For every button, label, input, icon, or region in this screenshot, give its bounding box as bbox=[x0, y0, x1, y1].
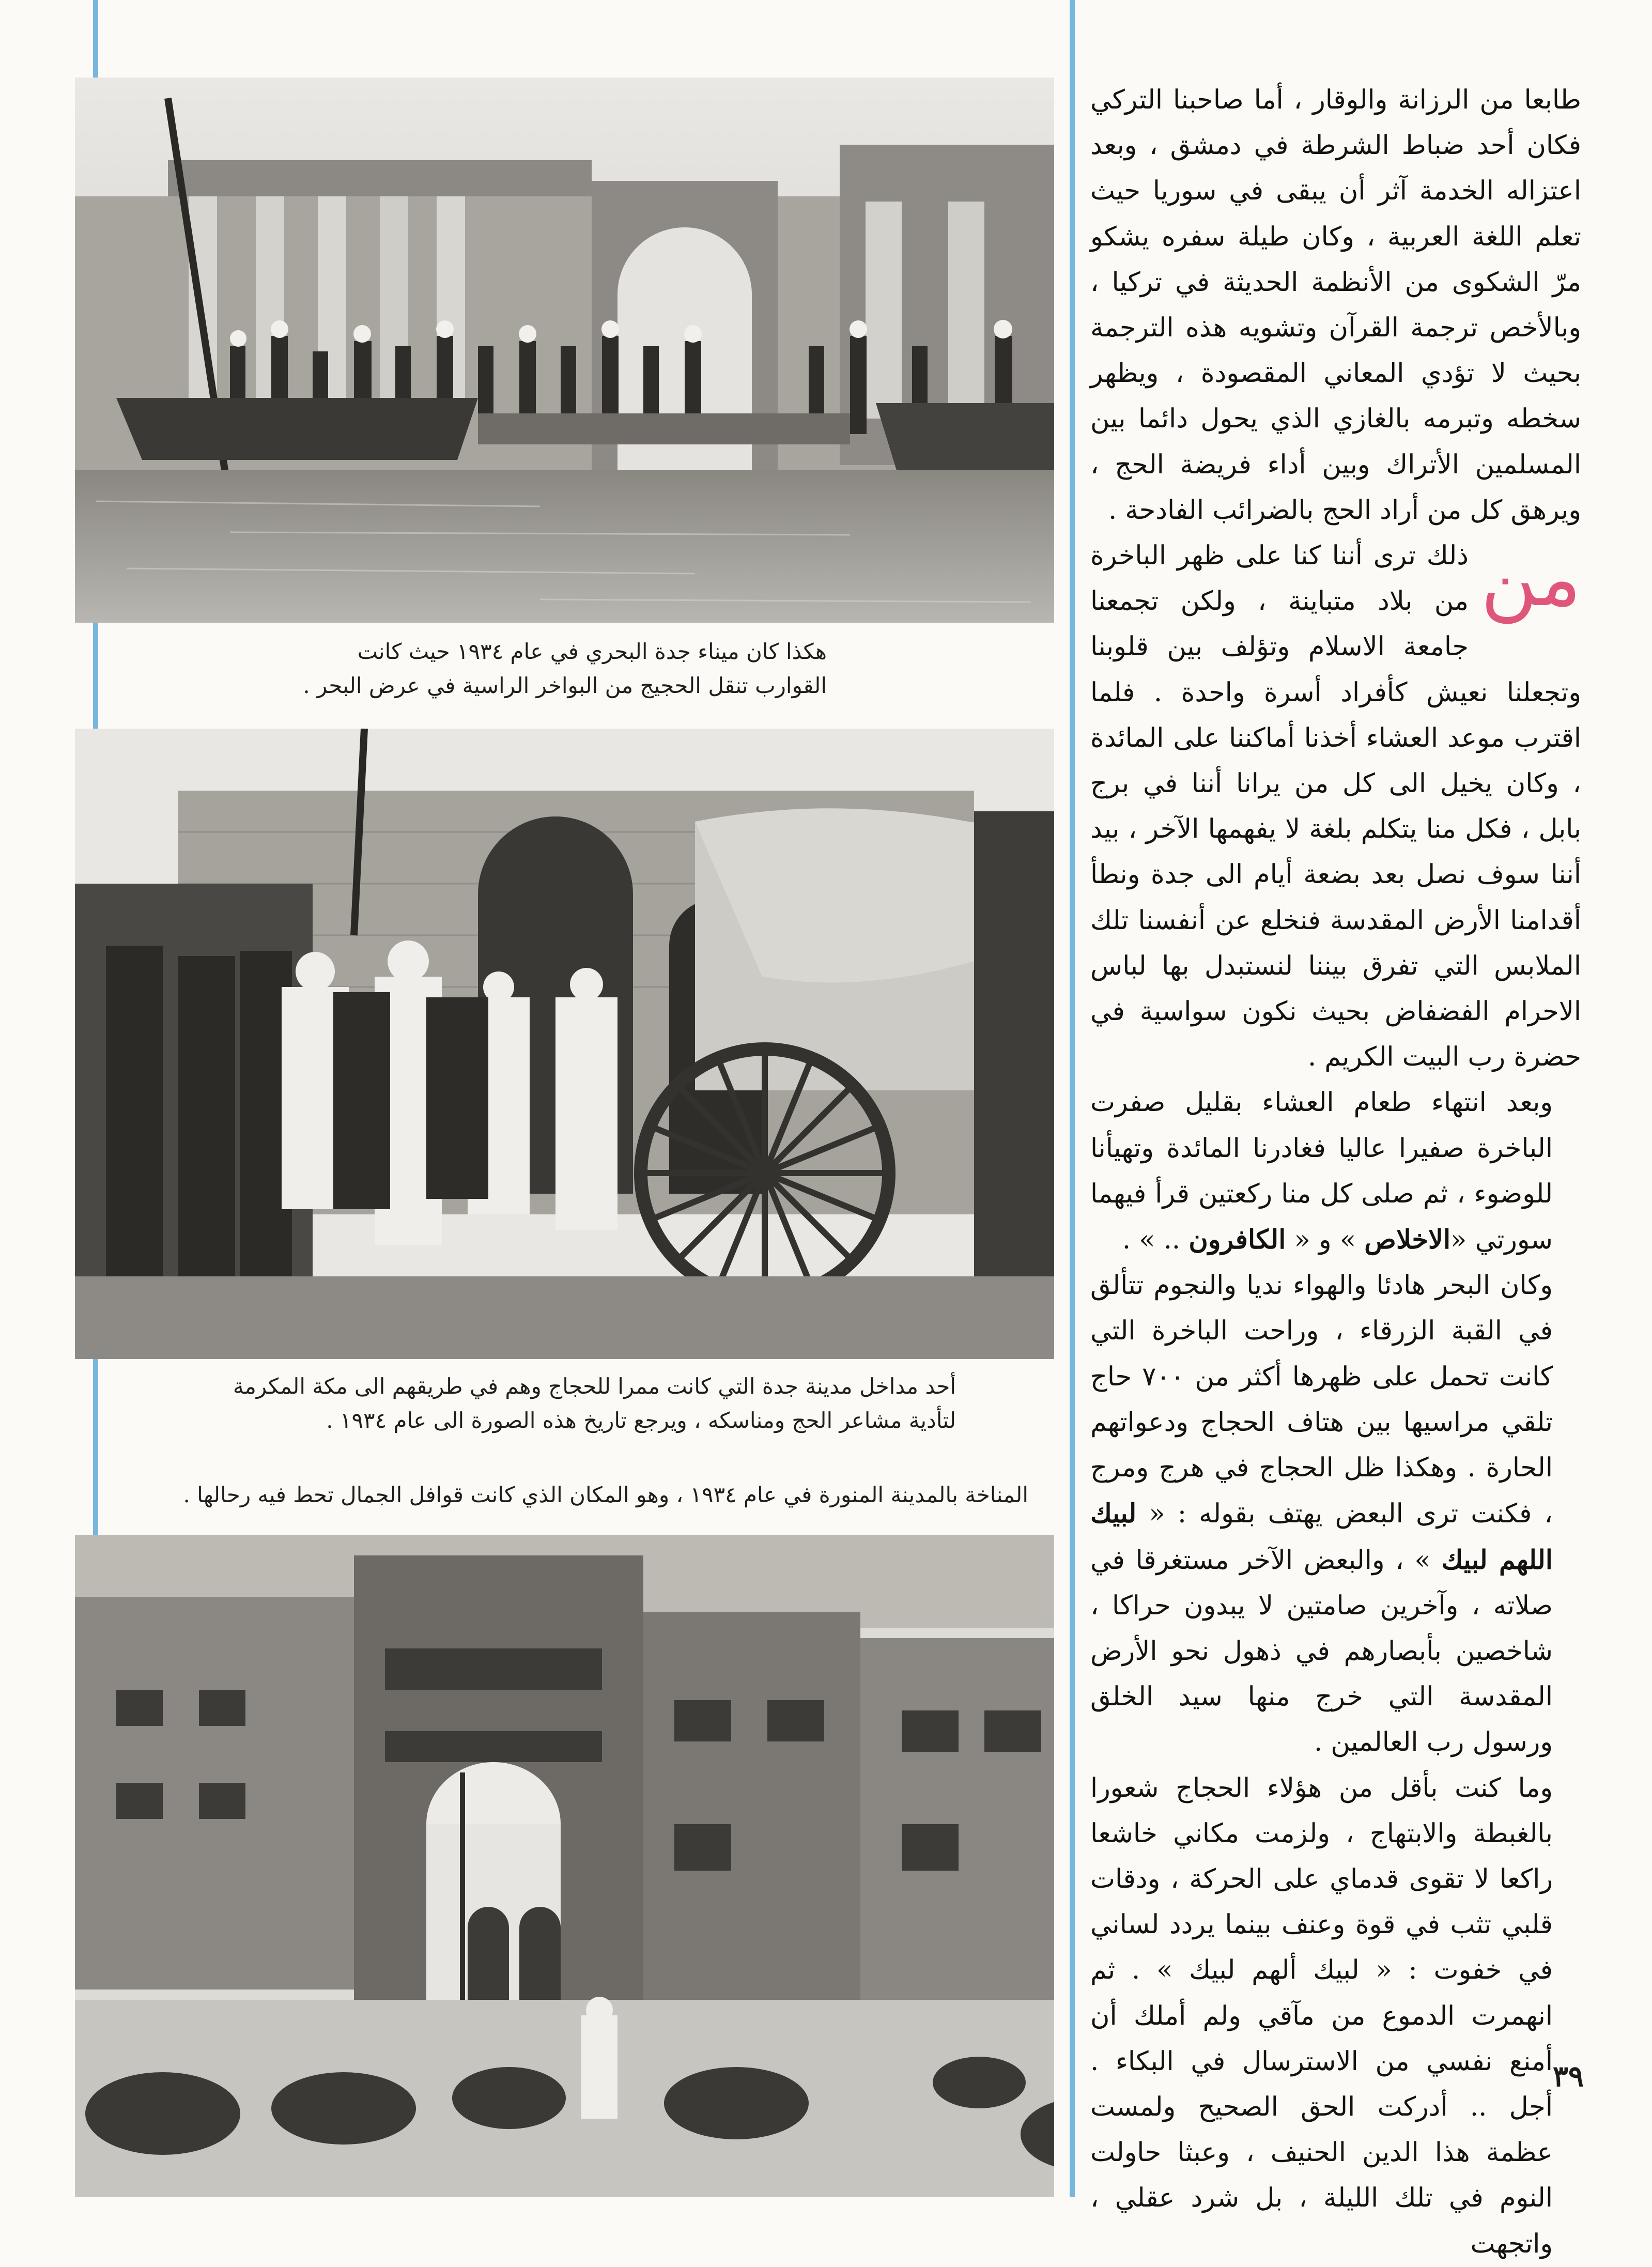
caption-line: المناخة بالمدينة المنورة في عام ١٩٣٤ ، وهو المكان الذي كانت قوافل الجمال تحط فيه رحالها . bbox=[183, 1482, 1028, 1507]
photo-jeddah-port bbox=[75, 78, 1054, 623]
photo-caption-jeddah-port bbox=[248, 635, 827, 703]
article-paragraph bbox=[1090, 1080, 1581, 1263]
drop-cap: من bbox=[1480, 534, 1581, 624]
surah-name-kafirun: الكافرون bbox=[1188, 1224, 1286, 1256]
caption-line: القوارب تنقل الحجيج من البواخر الراسية في عرض البحر . bbox=[303, 673, 827, 698]
article-paragraph: وما كنت بأقل من هؤلاء الحجاج شعورا بالغبطة والابتهاج ، ولزمت مكاني خاشعا راكعا لا تقوى قدماي على الحركة ، ودقات قلبي تثب في قوة وعنف بينما يردد لساني في خفوت : « لبيك ألهم لبيك » . ثم انهمرت الدموع من مآقي ولم أملك أن أمنع نفسي من الاسترسال في البكاء . أجل .. أدركت الحق الصحيح ولمست عظمة هذا الدين الحنيف ، وعبثا حاولت النوم في تلك الليلة ، بل شرد عقلي ، واتجهت bbox=[1090, 1772, 1553, 2259]
caption-line: لتأدية مشاعر الحج ومناسكه ، ويرجع تاريخ هذه الصورة الى عام ١٩٣٤ . bbox=[326, 1408, 956, 1433]
caption-line: أحد مداخل مدينة جدة التي كانت ممرا للحجاج وهم في طريقهم الى مكة المكرمة bbox=[233, 1374, 956, 1399]
paragraph-text: » ، والبعض الآخر مستغرقا في صلاته ، وآخرين صامتين لا يبدون حراكا ، شاخصين بأبصارهم في ذهول نحو الأرض المقدسة التي خرج منها سيد الخلق ورسول رب العالمين . bbox=[1090, 1545, 1553, 1758]
caption-line: هكذا كان ميناء جدة البحري في عام ١٩٣٤ حيث كانت bbox=[357, 639, 827, 664]
photo-jeddah-gate bbox=[75, 729, 1054, 1359]
conjunction: » و « bbox=[1294, 1225, 1356, 1256]
surah-name-ikhlas: الاخلاص bbox=[1364, 1224, 1451, 1256]
page-border-right bbox=[1070, 0, 1075, 2197]
photo-madinah-manakha bbox=[75, 1535, 1054, 2197]
article-paragraph bbox=[1090, 1263, 1581, 1765]
photo-caption-jeddah-gate bbox=[150, 1369, 956, 1438]
talbiya-phrase: لبيك اللهم لبيك bbox=[1090, 1498, 1553, 1576]
page-number: ٣٩ bbox=[1552, 2059, 1584, 2093]
article-paragraph: ذلك ترى أننا كنا على ظهر الباخرة من بلاد متباينة ، ولكن تجمعنا جامعة الاسلام وتؤلف بين قلوبنا وتجعلنا نعيش كأفراد أسرة واحدة . فلما اقترب موعد العشاء أخذنا أماكننا على المائدة ، وكان يخيل الى كل من يرانا أننا في برج بابل ، فكل منا يتكلم بلغة لا يفهمها الآخر ، بيد أننا سوف نصل بعد بضعة أيام الى جدة ونطأ أقدامنا الأرض المقدسة فنخلع عن أنفسنا تلك الملابس التي تفرق بيننا لنستبدل بها لباس الاحرام الفضفاض بحيث نكون سواسية في حضرة رب البيت الكريم . bbox=[1090, 541, 1581, 1073]
article-paragraph: طابعا من الرزانة والوقار ، أما صاحبنا التركي فكان أحد ضباط الشرطة في دمشق ، وبعد اعتزاله الخدمة آثر أن يبقى في سوريا حيث تعلم اللغة العربية ، وكان طيلة سفره يشكو مرّ الشكوى من الأنظمة الحديثة في تركيا ، وبالأخص ترجمة القرآن وتشويه هذه الترجمة بحيث لا تؤدي المعاني المقصودة ، ويظهر سخطه وتبرمه بالغازي الذي يحول دائما بين المسلمين الأتراك وبين أداء فريضة الحج ، ويرهق كل من أراد الحج بالضرائب الفادحة . bbox=[1090, 85, 1581, 526]
article-body bbox=[1090, 78, 1581, 2267]
quote-close: .. » . bbox=[1122, 1225, 1181, 1256]
paragraph-text: وبعد انتهاء طعام العشاء بقليل صفرت الباخرة صفيرا عاليا فغادرنا المائدة وتهيأنا للوضوء ، ثم صلى كل منا ركعتين قرأ فيهما سورتي bbox=[1090, 1087, 1553, 1256]
paragraph-text: وكان البحر هادئا والهواء نديا والنجوم تتألق في القبة الزرقاء ، وراحت الباخرة التي كانت تحمل على ظهرها أكثر من ٧٠٠ حاج تلقي مراسيها بين هتاف الحجاج ودعواتهم الحارة . وهكذا ظل الحجاج في هرج ومرج ، فكنت ترى البعض يهتف بقوله : « bbox=[1090, 1270, 1553, 1530]
photo-caption-madinah-manakha bbox=[129, 1478, 1028, 1512]
quote-open: « bbox=[1450, 1225, 1467, 1256]
